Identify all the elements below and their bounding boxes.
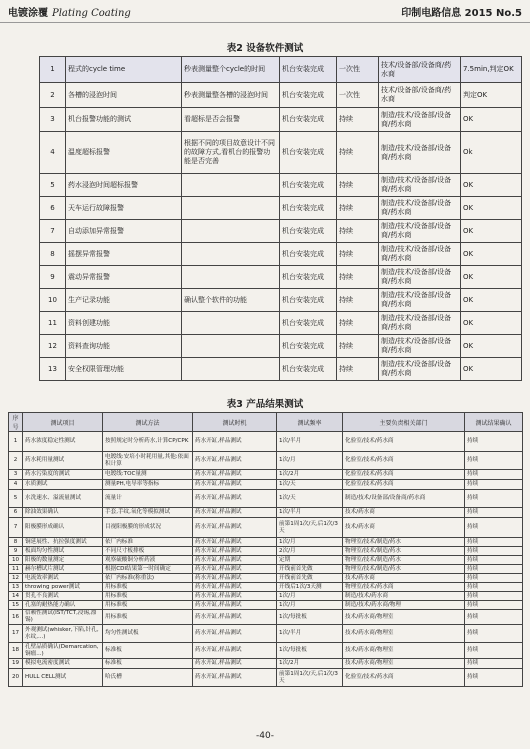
table3-cell-department: 技术/药水商/物理室 [343, 625, 465, 643]
table3-cell-frequency: 定期 [277, 556, 343, 565]
table3-cell-no: 14 [9, 592, 23, 601]
table2-cell-method [182, 220, 280, 243]
table3-cell-result: 持续 [465, 583, 523, 592]
table3-row [9, 480, 523, 490]
table3-cell-frequency: 1次/月 [277, 452, 343, 470]
table3-cell-result: 持续 [465, 480, 523, 490]
table3-cell-item: 信赖性测试(IST/TCT,浸锡,漂锡) [23, 610, 103, 625]
table3-cell-department: 技术/药水商/物理室 [343, 643, 465, 659]
table2-cell-timing: 机台安装完成 [280, 132, 337, 174]
table3-cell-item: 药水耗用量测试 [23, 452, 103, 470]
table3-cell-no: 20 [9, 669, 23, 687]
table3-cell-no: 11 [9, 565, 23, 574]
table3-cell-timing: 药水开缸,样品测试 [193, 470, 277, 480]
table2-cell-result: OK [461, 289, 522, 312]
table2-cell-result: OK [461, 358, 522, 381]
table2-cell-no: 13 [40, 358, 66, 381]
table3-row [9, 565, 523, 574]
table3-row [9, 610, 523, 625]
table3-cell-result: 持续 [465, 565, 523, 574]
page-number: -40- [256, 731, 274, 741]
table3-cell-frequency: 1次/2月 [277, 470, 343, 480]
table2-row [40, 335, 522, 358]
table3-cell-frequency: 1次/月 [277, 538, 343, 547]
table3-cell-result: 持续 [465, 592, 523, 601]
table2-cell-result: 7.5min,判定OK [461, 57, 522, 83]
table2-cell-frequency: 持续 [337, 174, 379, 197]
table3-cell-no: 17 [9, 625, 23, 643]
col-header-department: 主要负责相关部门 [343, 413, 465, 432]
table2-cell-method [182, 197, 280, 220]
table2-cell-item: 程式的cycle time [66, 57, 182, 83]
table3-cell-no: 6 [9, 508, 23, 518]
table2-cell-frequency: 持续 [337, 108, 379, 132]
table2-cell-no: 9 [40, 266, 66, 289]
table2-cell-frequency: 持续 [337, 358, 379, 381]
table3-cell-result: 持续 [465, 574, 523, 583]
table3-row [9, 547, 523, 556]
table2-cell-frequency: 持续 [337, 312, 379, 335]
table3-cell-timing: 药水开缸,样品测试 [193, 490, 277, 508]
table2-cell-method: 根据不同的项目故意设计不同的故障方式,看机台的报警功能是否完善 [182, 132, 280, 174]
page-header [0, 0, 530, 23]
table3-cell-no: 7 [9, 518, 23, 538]
col-header-no: 序号 [9, 413, 23, 432]
table3-cell-method: 按照规定时分析药水,计算CP/CPK [103, 432, 193, 452]
table2-cell-item: 自动添加异常报警 [66, 220, 182, 243]
table2-row [40, 83, 522, 108]
section-title-cn: 电镀涂覆 [8, 8, 48, 19]
table3-cell-timing: 药水开缸,样品测试 [193, 547, 277, 556]
table3-cell-frequency: 1次/2月 [277, 659, 343, 669]
table3-cell-department: 物理室/技术/制造/药水 [343, 565, 465, 574]
table3-cell-result: 持续 [465, 669, 523, 687]
table3-row [9, 574, 523, 583]
table3-cell-timing: 药水开缸,样品测试 [193, 565, 277, 574]
table2-cell-method [182, 335, 280, 358]
table3-cell-item: 铜延展性、抗拉强度测试 [23, 538, 103, 547]
table3-cell-frequency: 1次/半月 [277, 432, 343, 452]
table2-cell-timing: 机台安装完成 [280, 83, 337, 108]
table2-cell-frequency: 一次性 [337, 83, 379, 108]
table3-cell-frequency: 1次/半月 [277, 508, 343, 518]
table2-cell-method [182, 358, 280, 381]
table2-cell-method: 确认整个软件的功能 [182, 289, 280, 312]
table3-row [9, 490, 523, 508]
table2-cell-department: 技术/设备部/设备商/药水商 [379, 57, 461, 83]
table3-cell-result: 持续 [465, 601, 523, 610]
table2-cell-item: 摇摆异常报警 [66, 243, 182, 266]
table3-cell-frequency: 前第1周1次/天,后1次/3天 [277, 669, 343, 687]
table2-cell-timing: 机台安装完成 [280, 243, 337, 266]
table3-cell-frequency: 1次/月 [277, 601, 343, 610]
table3-cell-frequency: 开线前首先做 [277, 565, 343, 574]
table3-cell-no: 2 [9, 452, 23, 470]
table3-cell-item: 水质测试 [23, 480, 103, 490]
table3-cell-result: 持续 [465, 556, 523, 565]
table2-cell-item: 安全权限管理功能 [66, 358, 182, 381]
table3-row [9, 669, 523, 687]
table2-cell-item: 资料创建功能 [66, 312, 182, 335]
table2-cell-result: OK [461, 197, 522, 220]
table2-cell-result: OK [461, 220, 522, 243]
table2-row [40, 220, 522, 243]
table3-cell-department: 化验室/技术/药水商 [343, 452, 465, 470]
table3-cell-item: 孔塞的耐热能力确认 [23, 601, 103, 610]
table3-cell-timing: 药水开缸,样品测试 [193, 574, 277, 583]
table2-cell-department: 制造/技术/设备部/设备商/药水商 [379, 220, 461, 243]
table3-cell-frequency: 1次/每批板 [277, 610, 343, 625]
table3-cell-timing: 药水开缸,样品测试 [193, 556, 277, 565]
table3-cell-frequency: 开线后1次/3天测 [277, 583, 343, 592]
table3-cell-department: 物理室/技术/药水商 [343, 583, 465, 592]
table3-cell-department: 物理室/技术/制造/药水 [343, 556, 465, 565]
table3-cell-result: 持续 [465, 610, 523, 625]
table3-cell-no: 8 [9, 538, 23, 547]
product-result-test-table [8, 412, 523, 687]
table3-cell-item: 孔壁品质确认(Demarcation,铜瘤...) [23, 643, 103, 659]
table3-row [9, 538, 523, 547]
table2-cell-method [182, 312, 280, 335]
table3-cell-department: 化验室/技术/药水商 [343, 669, 465, 687]
table2-cell-item: 震动异常报警 [66, 266, 182, 289]
table3-cell-timing: 药水开缸,样品测试 [193, 583, 277, 592]
table2-caption: 表2 设备软件测试 [226, 43, 304, 54]
table3-cell-timing: 药水开缸,样品测试 [193, 518, 277, 538]
table2-row [40, 108, 522, 132]
table3-cell-frequency: 1次/每批板 [277, 643, 343, 659]
table3-cell-no: 13 [9, 583, 23, 592]
table2-cell-method: 看超标是否会报警 [182, 108, 280, 132]
table2-cell-timing: 机台安装完成 [280, 108, 337, 132]
table2-cell-item: 温度超标报警 [66, 132, 182, 174]
table2-cell-department: 制造/技术/设备部/设备商/药水商 [379, 358, 461, 381]
table3-cell-method: 目视阳极膜的形成状况 [103, 518, 193, 538]
table2-cell-no: 7 [40, 220, 66, 243]
table2-cell-frequency: 一次性 [337, 57, 379, 83]
col-header-frequency: 测试频率 [277, 413, 343, 432]
table2-row [40, 358, 522, 381]
table3-cell-item: 除油效果确认 [23, 508, 103, 518]
section-title [8, 4, 131, 19]
table2-row [40, 132, 522, 174]
table3-cell-timing: 药水开缸,样品测试 [193, 669, 277, 687]
table2-cell-frequency: 持续 [337, 220, 379, 243]
table2-cell-item: 天车运行故障报警 [66, 197, 182, 220]
table2-cell-timing: 机台安装完成 [280, 335, 337, 358]
table3-cell-item: 水洗速水、溢流量测试 [23, 490, 103, 508]
table2-cell-department: 制造/技术/设备部/设备商/药水商 [379, 108, 461, 132]
table3-cell-no: 4 [9, 480, 23, 490]
table2-cell-result: 判定OK [461, 83, 522, 108]
table3-cell-no: 3 [9, 470, 23, 480]
table2-cell-result: OK [461, 312, 522, 335]
table3-cell-department: 技术/药水商 [343, 508, 465, 518]
table3-cell-method: 依厂内标准 [103, 538, 193, 547]
table3-cell-department: 物理室/技术/制造/药水 [343, 547, 465, 556]
table2-cell-item: 生产记录功能 [66, 289, 182, 312]
table3-cell-item: 模拟电流密度测试 [23, 659, 103, 669]
table3-cell-result: 持续 [465, 625, 523, 643]
table2-cell-timing: 机台安装完成 [280, 57, 337, 83]
table3-cell-method: 不同尺寸板排板 [103, 547, 193, 556]
table3-cell-result: 持续 [465, 538, 523, 547]
table3-cell-department: 技术/药水商/物理室 [343, 659, 465, 669]
table2-cell-no: 1 [40, 57, 66, 83]
table2-cell-result: OK [461, 335, 522, 358]
table3-cell-department: 化验室/技术/药水商 [343, 470, 465, 480]
table3-cell-timing: 药水开缸,样品测试 [193, 643, 277, 659]
table3-cell-department: 技术/药水商/物理室 [343, 610, 465, 625]
table2-cell-result: OK [461, 108, 522, 132]
table2-cell-frequency: 持续 [337, 266, 379, 289]
table3-row [9, 518, 523, 538]
table3-cell-method: 手套,手纹,氧化等模拟测试 [103, 508, 193, 518]
table2-row [40, 289, 522, 312]
table3-cell-frequency: 2次/月 [277, 547, 343, 556]
table3-cell-timing: 药水开缸,样品测试 [193, 432, 277, 452]
table3-cell-method: 流量计 [103, 490, 193, 508]
table3-cell-frequency: 1次/半月 [277, 625, 343, 643]
table3-cell-timing: 药水开缸,样品测试 [193, 508, 277, 518]
table3-row [9, 508, 523, 518]
table3-cell-method: 测量PH,电导率等指标 [103, 480, 193, 490]
table3-cell-department: 制造/技术/设备部/设备商/药水商 [343, 490, 465, 508]
table2-cell-timing: 机台安装完成 [280, 266, 337, 289]
table3-cell-method: 观察硫酸铜分析药液 [103, 556, 193, 565]
table2-cell-method [182, 266, 280, 289]
table3-row [9, 556, 523, 565]
table2-cell-department: 技术/设备部/设备商/药水商 [379, 83, 461, 108]
table3-cell-result: 持续 [465, 490, 523, 508]
table3-cell-item: 阳极的数量测定 [23, 556, 103, 565]
table2-cell-no: 8 [40, 243, 66, 266]
table3-cell-no: 5 [9, 490, 23, 508]
table3-cell-timing: 药水开缸,样品测试 [193, 592, 277, 601]
table3-cell-item: 贯孔不良测试 [23, 592, 103, 601]
table3-cell-item: 药水浓度稳定性测试 [23, 432, 103, 452]
table2-cell-no: 5 [40, 174, 66, 197]
table2-cell-department: 制造/技术/设备部/设备商/药水商 [379, 312, 461, 335]
table3-row [9, 432, 523, 452]
table3-cell-result: 持续 [465, 518, 523, 538]
table3-cell-no: 16 [9, 610, 23, 625]
table2-cell-department: 制造/技术/设备部/设备商/药水商 [379, 266, 461, 289]
table3-cell-timing: 药水开缸,样品测试 [193, 601, 277, 610]
table2-cell-frequency: 持续 [337, 132, 379, 174]
table3-cell-item: 阳极膜形成确认 [23, 518, 103, 538]
table3-cell-item: 赫尔槽试片测试 [23, 565, 103, 574]
table3-cell-method: 标准板 [103, 643, 193, 659]
table3-cell-frequency: 前第1周1次/天,后1次/3天 [277, 518, 343, 538]
table3-cell-item: 板面均匀性测试 [23, 547, 103, 556]
table2-cell-no: 4 [40, 132, 66, 174]
table2-cell-no: 3 [40, 108, 66, 132]
table2-cell-timing: 机台安装完成 [280, 358, 337, 381]
table2-cell-department: 制造/技术/设备部/设备商/药水商 [379, 335, 461, 358]
table2-cell-department: 制造/技术/设备部/设备商/药水商 [379, 174, 461, 197]
table3-cell-result: 持续 [465, 508, 523, 518]
table3-cell-result: 持续 [465, 452, 523, 470]
table2-cell-item: 各槽的浸泡时间 [66, 83, 182, 108]
col-header-timing: 测试时机 [193, 413, 277, 432]
table3-cell-result: 持续 [465, 659, 523, 669]
table3-row [9, 452, 523, 470]
table2-cell-no: 2 [40, 83, 66, 108]
table2-cell-method: 秒表测量整各槽的浸泡时间 [182, 83, 280, 108]
col-header-method: 测试方法 [103, 413, 193, 432]
table2-cell-timing: 机台安装完成 [280, 312, 337, 335]
table3-cell-no: 1 [9, 432, 23, 452]
table3-cell-department: 制造/技术/药水商 [343, 592, 465, 601]
table3-cell-department: 技术/药水商 [343, 518, 465, 538]
table3-cell-result: 持续 [465, 547, 523, 556]
table3-row [9, 625, 523, 643]
table2-cell-department: 制造/技术/设备部/设备商/药水商 [379, 197, 461, 220]
table3-cell-item: throwing power测试 [23, 583, 103, 592]
table2-cell-no: 6 [40, 197, 66, 220]
table3-cell-timing: 药水开缸,样品测试 [193, 610, 277, 625]
table2-cell-method [182, 174, 280, 197]
table3-cell-frequency: 1次/天 [277, 480, 343, 490]
table2-cell-no: 11 [40, 312, 66, 335]
table3-cell-no: 15 [9, 601, 23, 610]
table3-cell-no: 9 [9, 547, 23, 556]
table2-row [40, 197, 522, 220]
table3-cell-no: 10 [9, 556, 23, 565]
table3-header-row [9, 413, 523, 432]
table3-cell-method: 哈氏槽 [103, 669, 193, 687]
table2-cell-method [182, 243, 280, 266]
table3-row [9, 643, 523, 659]
table3-cell-result: 持续 [465, 643, 523, 659]
table3-cell-frequency: 1次/月 [277, 592, 343, 601]
table2-cell-item: 资料查询功能 [66, 335, 182, 358]
table3-row [9, 592, 523, 601]
table2-cell-result: OK [461, 243, 522, 266]
table2-cell-result: OK [461, 174, 522, 197]
table2-cell-timing: 机台安装完成 [280, 197, 337, 220]
table3-row [9, 583, 523, 592]
table2-cell-frequency: 持续 [337, 197, 379, 220]
table2-cell-timing: 机台安装完成 [280, 174, 337, 197]
table2-cell-department: 制造/技术/设备部/设备商/药水商 [379, 243, 461, 266]
table3-cell-no: 12 [9, 574, 23, 583]
table3-cell-item: 药水污染度的测试 [23, 470, 103, 480]
table2-row [40, 174, 522, 197]
table3-cell-frequency: 开线前首先做 [277, 574, 343, 583]
table3-cell-method: 电镀线:安培小时耗用量,其他:依面积计算 [103, 452, 193, 470]
table2-cell-method: 秒表测量整个cycle的时间 [182, 57, 280, 83]
equipment-software-test-table [39, 56, 522, 381]
table2-cell-department: 制造/技术/设备部/设备商/药水商 [379, 289, 461, 312]
table3-cell-timing: 药水开缸,样品测试 [193, 625, 277, 643]
table2-row [40, 243, 522, 266]
table3-cell-no: 18 [9, 643, 23, 659]
table3-cell-department: 化验室/技术/药水商 [343, 480, 465, 490]
table2-row [40, 57, 522, 83]
table2-cell-department: 制造/技术/设备部/设备商/药水商 [379, 132, 461, 174]
table3-cell-timing: 药水开缸,样品测试 [193, 452, 277, 470]
table3-cell-department: 技术/药水商 [343, 574, 465, 583]
table3-cell-item: 外观测试(whisker,下陷,针孔,水纹,...) [23, 625, 103, 643]
table3-cell-item: HULL CELL测试 [23, 669, 103, 687]
table2-cell-no: 12 [40, 335, 66, 358]
table2-cell-no: 10 [40, 289, 66, 312]
table3-cell-department: 制造/技术/药水商/物理 [343, 601, 465, 610]
table2-cell-timing: 机台安装完成 [280, 220, 337, 243]
table3-cell-no: 19 [9, 659, 23, 669]
col-header-result: 测试结果确认 [465, 413, 523, 432]
table3-row [9, 601, 523, 610]
table3-cell-method: 用标准板 [103, 592, 193, 601]
table2-row [40, 266, 522, 289]
table2-cell-frequency: 持续 [337, 335, 379, 358]
table3-cell-department: 化验室/技术/药水商 [343, 432, 465, 452]
table3-cell-method: 依厂内标准(称重法) [103, 574, 193, 583]
table3-cell-method: 用标准板 [103, 583, 193, 592]
table3-cell-timing: 药水开缸,样品测试 [193, 480, 277, 490]
table2-cell-item: 机台报警功能的测试 [66, 108, 182, 132]
table2-row [40, 312, 522, 335]
table2-cell-frequency: 持续 [337, 289, 379, 312]
table3-caption: 表3 产品结果测试 [226, 399, 304, 410]
table3-row [9, 659, 523, 669]
table3-cell-department: 物理室/技术/制造/药水 [343, 538, 465, 547]
table2-cell-frequency: 持续 [337, 243, 379, 266]
table3-cell-method: 均匀性测试板 [103, 625, 193, 643]
col-header-item: 测试项目 [23, 413, 103, 432]
table3-cell-result: 持续 [465, 432, 523, 452]
table3-cell-frequency: 1次/天 [277, 490, 343, 508]
journal-name: 印制电路信息 2015 No.5 [401, 8, 522, 19]
table3-cell-method: 根据CDI结果第一时间确定 [103, 565, 193, 574]
table2-cell-result: Ok [461, 132, 522, 174]
table3-cell-timing: 药水开缸,样品测试 [193, 659, 277, 669]
table3-cell-timing: 药水开缸,样品测试 [193, 538, 277, 547]
table3-row [9, 470, 523, 480]
table2-cell-timing: 机台安装完成 [280, 289, 337, 312]
table3-cell-result: 持续 [465, 470, 523, 480]
table3-cell-item: 电流效率测试 [23, 574, 103, 583]
table3-cell-method: 电镀线:TOC量测 [103, 470, 193, 480]
table3-cell-method: 用标准板 [103, 610, 193, 625]
table2-cell-result: OK [461, 266, 522, 289]
table2-cell-item: 药水浸泡时间超标报警 [66, 174, 182, 197]
table3-cell-method: 用标准板 [103, 601, 193, 610]
section-title-en: Plating Coating [52, 8, 131, 19]
table3-cell-method: 标准板 [103, 659, 193, 669]
